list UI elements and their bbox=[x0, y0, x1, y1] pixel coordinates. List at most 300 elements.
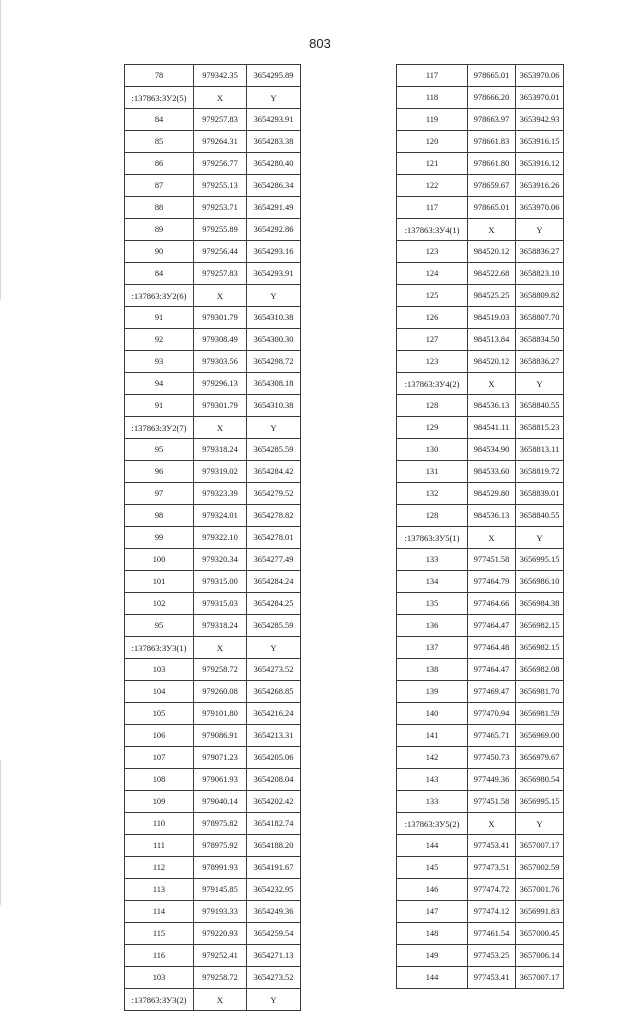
y-coordinate-cell: 3654268.85 bbox=[247, 681, 301, 703]
x-coordinate-cell: 984520.12 bbox=[468, 351, 516, 373]
parcel-header-row bbox=[125, 87, 301, 109]
point-number-cell: 128 bbox=[397, 395, 468, 417]
x-coordinate-cell: 977453.41 bbox=[468, 835, 516, 857]
y-coordinate-cell: 3654286.34 bbox=[247, 175, 301, 197]
point-number-cell: 137 bbox=[397, 637, 468, 659]
parcel-header-row bbox=[125, 637, 301, 659]
y-coordinate-cell: 3654273.52 bbox=[247, 659, 301, 681]
point-number-cell: 116 bbox=[125, 945, 194, 967]
point-number-cell: 141 bbox=[397, 725, 468, 747]
table-row bbox=[125, 373, 301, 395]
y-coordinate-cell: 3656991.83 bbox=[516, 901, 564, 923]
table-row bbox=[397, 747, 564, 769]
x-coordinate-cell: 977465.71 bbox=[468, 725, 516, 747]
table-row bbox=[397, 593, 564, 615]
y-coordinate-cell: 3654298.72 bbox=[247, 351, 301, 373]
table-row bbox=[397, 329, 564, 351]
x-coordinate-cell: 979296.13 bbox=[194, 373, 247, 395]
table-row bbox=[397, 857, 564, 879]
y-coordinate-cell: 3658809.82 bbox=[516, 285, 564, 307]
page-number: 803 bbox=[309, 36, 331, 51]
parcel-id-cell: :137863:ЗУ5(1) bbox=[397, 527, 468, 549]
point-number-cell: 97 bbox=[125, 483, 194, 505]
axis-header-cell: X bbox=[194, 417, 247, 439]
y-coordinate-cell: 3654308.18 bbox=[247, 373, 301, 395]
table-row bbox=[397, 307, 564, 329]
x-coordinate-cell: 978663.97 bbox=[468, 109, 516, 131]
y-coordinate-cell: 3657000.45 bbox=[516, 923, 564, 945]
x-coordinate-cell: 979253.71 bbox=[194, 197, 247, 219]
table-row bbox=[125, 153, 301, 175]
x-coordinate-cell: 977474.72 bbox=[468, 879, 516, 901]
y-coordinate-cell: 3654293.91 bbox=[247, 109, 301, 131]
x-coordinate-cell: 978975.82 bbox=[194, 813, 247, 835]
x-coordinate-cell: 979257.83 bbox=[194, 263, 247, 285]
table-row bbox=[125, 813, 301, 835]
point-number-cell: 92 bbox=[125, 329, 194, 351]
x-coordinate-cell: 979301.79 bbox=[194, 395, 247, 417]
x-coordinate-cell: 979342.35 bbox=[194, 65, 247, 87]
x-coordinate-cell: 979256.77 bbox=[194, 153, 247, 175]
table-row bbox=[397, 87, 564, 109]
point-number-cell: 95 bbox=[125, 615, 194, 637]
y-coordinate-cell: 3654280.40 bbox=[247, 153, 301, 175]
y-coordinate-cell: 3656981.70 bbox=[516, 681, 564, 703]
y-coordinate-cell: 3657006.14 bbox=[516, 945, 564, 967]
y-coordinate-cell: 3658813.11 bbox=[516, 439, 564, 461]
y-coordinate-cell: 3658823.10 bbox=[516, 263, 564, 285]
point-number-cell: 126 bbox=[397, 307, 468, 329]
point-number-cell: 142 bbox=[397, 747, 468, 769]
y-coordinate-cell: 3656981.59 bbox=[516, 703, 564, 725]
y-coordinate-cell: 3654284.24 bbox=[247, 571, 301, 593]
y-coordinate-cell: 3653916.12 bbox=[516, 153, 564, 175]
y-coordinate-cell: 3654292.86 bbox=[247, 219, 301, 241]
x-coordinate-cell: 977453.25 bbox=[468, 945, 516, 967]
axis-header-cell: Y bbox=[247, 417, 301, 439]
table-row bbox=[397, 681, 564, 703]
x-coordinate-cell: 979301.79 bbox=[194, 307, 247, 329]
x-coordinate-cell: 984520.12 bbox=[468, 241, 516, 263]
point-number-cell: 93 bbox=[125, 351, 194, 373]
y-coordinate-cell: 3654285.59 bbox=[247, 439, 301, 461]
parcel-id-cell: :137863:ЗУ5(2) bbox=[397, 813, 468, 835]
y-coordinate-cell: 3654188.20 bbox=[247, 835, 301, 857]
y-coordinate-cell: 3654278.01 bbox=[247, 527, 301, 549]
point-number-cell: 94 bbox=[125, 373, 194, 395]
y-coordinate-cell: 3654205.06 bbox=[247, 747, 301, 769]
point-number-cell: 144 bbox=[397, 967, 468, 989]
point-number-cell: 107 bbox=[125, 747, 194, 769]
parcel-header-row bbox=[397, 219, 564, 241]
table-row bbox=[397, 835, 564, 857]
table-row bbox=[397, 65, 564, 87]
table-row bbox=[125, 879, 301, 901]
point-number-cell: 125 bbox=[397, 285, 468, 307]
point-number-cell: 89 bbox=[125, 219, 194, 241]
table-row bbox=[125, 241, 301, 263]
y-coordinate-cell: 3653970.06 bbox=[516, 65, 564, 87]
x-coordinate-cell: 977451.58 bbox=[468, 549, 516, 571]
point-number-cell: 84 bbox=[125, 109, 194, 131]
table-row bbox=[125, 725, 301, 747]
x-coordinate-cell: 977469.47 bbox=[468, 681, 516, 703]
table-row bbox=[125, 505, 301, 527]
point-number-cell: 146 bbox=[397, 879, 468, 901]
axis-header-cell: Y bbox=[247, 637, 301, 659]
y-coordinate-cell: 3653916.15 bbox=[516, 131, 564, 153]
y-coordinate-cell: 3658840.55 bbox=[516, 395, 564, 417]
y-coordinate-cell: 3653970.01 bbox=[516, 87, 564, 109]
table-row bbox=[397, 263, 564, 285]
table-row bbox=[125, 615, 301, 637]
y-coordinate-cell: 3654310.38 bbox=[247, 395, 301, 417]
point-number-cell: 106 bbox=[125, 725, 194, 747]
y-coordinate-cell: 3658819.72 bbox=[516, 461, 564, 483]
x-coordinate-cell: 979071.23 bbox=[194, 747, 247, 769]
table-row bbox=[125, 967, 301, 989]
point-number-cell: 128 bbox=[397, 505, 468, 527]
point-number-cell: 145 bbox=[397, 857, 468, 879]
point-number-cell: 98 bbox=[125, 505, 194, 527]
point-number-cell: 129 bbox=[397, 417, 468, 439]
y-coordinate-cell: 3654284.42 bbox=[247, 461, 301, 483]
x-coordinate-cell: 977464.47 bbox=[468, 659, 516, 681]
coordinates-table-left bbox=[124, 64, 301, 1011]
table-row bbox=[397, 505, 564, 527]
table-row bbox=[125, 65, 301, 87]
point-number-cell: 130 bbox=[397, 439, 468, 461]
axis-header-cell: X bbox=[194, 637, 247, 659]
parcel-id-cell: :137863:ЗУ2(6) bbox=[125, 285, 194, 307]
table-row bbox=[125, 681, 301, 703]
x-coordinate-cell: 979257.83 bbox=[194, 109, 247, 131]
table-row bbox=[397, 417, 564, 439]
table-row bbox=[397, 901, 564, 923]
parcel-id-cell: :137863:ЗУ3(2) bbox=[125, 989, 194, 1011]
point-number-cell: 148 bbox=[397, 923, 468, 945]
point-number-cell: 99 bbox=[125, 527, 194, 549]
y-coordinate-cell: 3657001.76 bbox=[516, 879, 564, 901]
point-number-cell: 121 bbox=[397, 153, 468, 175]
x-coordinate-cell: 984529.80 bbox=[468, 483, 516, 505]
y-coordinate-cell: 3654285.59 bbox=[247, 615, 301, 637]
x-coordinate-cell: 979193.33 bbox=[194, 901, 247, 923]
x-coordinate-cell: 978666.20 bbox=[468, 87, 516, 109]
y-coordinate-cell: 3656984.38 bbox=[516, 593, 564, 615]
y-coordinate-cell: 3654182.74 bbox=[247, 813, 301, 835]
table-row bbox=[397, 571, 564, 593]
table-row bbox=[125, 901, 301, 923]
table-row bbox=[397, 791, 564, 813]
point-number-cell: 122 bbox=[397, 175, 468, 197]
x-coordinate-cell: 984536.13 bbox=[468, 395, 516, 417]
point-number-cell: 117 bbox=[397, 65, 468, 87]
point-number-cell: 108 bbox=[125, 769, 194, 791]
table-row bbox=[125, 483, 301, 505]
table-row bbox=[397, 241, 564, 263]
axis-header-cell: X bbox=[468, 813, 516, 835]
y-coordinate-cell: 3656979.67 bbox=[516, 747, 564, 769]
y-coordinate-cell: 3656982.15 bbox=[516, 615, 564, 637]
x-coordinate-cell: 979258.72 bbox=[194, 659, 247, 681]
y-coordinate-cell: 3658836.27 bbox=[516, 241, 564, 263]
y-coordinate-cell: 3654271.13 bbox=[247, 945, 301, 967]
parcel-id-cell: :137863:ЗУ2(7) bbox=[125, 417, 194, 439]
table-row bbox=[125, 923, 301, 945]
table-row bbox=[125, 571, 301, 593]
point-number-cell: 95 bbox=[125, 439, 194, 461]
table-row bbox=[397, 131, 564, 153]
parcel-header-row bbox=[397, 373, 564, 395]
point-number-cell: 100 bbox=[125, 549, 194, 571]
point-number-cell: 96 bbox=[125, 461, 194, 483]
y-coordinate-cell: 3656995.15 bbox=[516, 549, 564, 571]
point-number-cell: 90 bbox=[125, 241, 194, 263]
table-row bbox=[125, 131, 301, 153]
x-coordinate-cell: 977464.47 bbox=[468, 615, 516, 637]
x-coordinate-cell: 978665.01 bbox=[468, 65, 516, 87]
table-row bbox=[397, 967, 564, 989]
point-number-cell: 117 bbox=[397, 197, 468, 219]
y-coordinate-cell: 3656995.15 bbox=[516, 791, 564, 813]
point-number-cell: 102 bbox=[125, 593, 194, 615]
point-number-cell: 84 bbox=[125, 263, 194, 285]
x-coordinate-cell: 984519.03 bbox=[468, 307, 516, 329]
y-coordinate-cell: 3656986.10 bbox=[516, 571, 564, 593]
x-coordinate-cell: 979256.44 bbox=[194, 241, 247, 263]
x-coordinate-cell: 979255.89 bbox=[194, 219, 247, 241]
point-number-cell: 132 bbox=[397, 483, 468, 505]
y-coordinate-cell: 3658807.70 bbox=[516, 307, 564, 329]
table-row bbox=[397, 153, 564, 175]
table-row bbox=[397, 351, 564, 373]
point-number-cell: 131 bbox=[397, 461, 468, 483]
table-row bbox=[125, 175, 301, 197]
point-number-cell: 119 bbox=[397, 109, 468, 131]
x-coordinate-cell: 977449.36 bbox=[468, 769, 516, 791]
y-coordinate-cell: 3658840.55 bbox=[516, 505, 564, 527]
x-coordinate-cell: 979061.93 bbox=[194, 769, 247, 791]
axis-header-cell: Y bbox=[247, 989, 301, 1011]
y-coordinate-cell: 3657002.59 bbox=[516, 857, 564, 879]
x-coordinate-cell: 979324.01 bbox=[194, 505, 247, 527]
y-coordinate-cell: 3656982.15 bbox=[516, 637, 564, 659]
x-coordinate-cell: 979315.00 bbox=[194, 571, 247, 593]
x-coordinate-cell: 979322.10 bbox=[194, 527, 247, 549]
axis-header-cell: X bbox=[194, 989, 247, 1011]
point-number-cell: 143 bbox=[397, 769, 468, 791]
y-coordinate-cell: 3654279.52 bbox=[247, 483, 301, 505]
axis-header-cell: X bbox=[194, 285, 247, 307]
point-number-cell: 136 bbox=[397, 615, 468, 637]
x-coordinate-cell: 977473.51 bbox=[468, 857, 516, 879]
coordinates-table-right bbox=[396, 64, 564, 989]
point-number-cell: 105 bbox=[125, 703, 194, 725]
table-row bbox=[397, 637, 564, 659]
x-coordinate-cell: 979320.34 bbox=[194, 549, 247, 571]
x-coordinate-cell: 979308.49 bbox=[194, 329, 247, 351]
table-row bbox=[125, 769, 301, 791]
x-coordinate-cell: 977453.41 bbox=[468, 967, 516, 989]
axis-header-cell: X bbox=[468, 527, 516, 549]
parcel-header-row bbox=[125, 989, 301, 1011]
point-number-cell: 88 bbox=[125, 197, 194, 219]
point-number-cell: 144 bbox=[397, 835, 468, 857]
point-number-cell: 127 bbox=[397, 329, 468, 351]
x-coordinate-cell: 984534.90 bbox=[468, 439, 516, 461]
y-coordinate-cell: 3656969.00 bbox=[516, 725, 564, 747]
table-row bbox=[397, 659, 564, 681]
x-coordinate-cell: 978661.80 bbox=[468, 153, 516, 175]
y-coordinate-cell: 3658834.50 bbox=[516, 329, 564, 351]
table-row bbox=[125, 109, 301, 131]
y-coordinate-cell: 3658836.27 bbox=[516, 351, 564, 373]
table-row bbox=[397, 197, 564, 219]
point-number-cell: 123 bbox=[397, 241, 468, 263]
x-coordinate-cell: 977464.66 bbox=[468, 593, 516, 615]
y-coordinate-cell: 3656980.54 bbox=[516, 769, 564, 791]
y-coordinate-cell: 3654208.04 bbox=[247, 769, 301, 791]
table-row bbox=[125, 593, 301, 615]
x-coordinate-cell: 977464.79 bbox=[468, 571, 516, 593]
scan-edge-line-bottom bbox=[0, 760, 1, 905]
x-coordinate-cell: 977474.12 bbox=[468, 901, 516, 923]
table-row bbox=[125, 747, 301, 769]
x-coordinate-cell: 978665.01 bbox=[468, 197, 516, 219]
y-coordinate-cell: 3654191.67 bbox=[247, 857, 301, 879]
table-row bbox=[397, 109, 564, 131]
y-coordinate-cell: 3654300.30 bbox=[247, 329, 301, 351]
y-coordinate-cell: 3654249.36 bbox=[247, 901, 301, 923]
x-coordinate-cell: 978661.83 bbox=[468, 131, 516, 153]
table-row bbox=[397, 945, 564, 967]
point-number-cell: 134 bbox=[397, 571, 468, 593]
axis-header-cell: Y bbox=[516, 813, 564, 835]
x-coordinate-cell: 979318.24 bbox=[194, 439, 247, 461]
parcel-id-cell: :137863:ЗУ3(1) bbox=[125, 637, 194, 659]
point-number-cell: 78 bbox=[125, 65, 194, 87]
table-row bbox=[125, 659, 301, 681]
x-coordinate-cell: 984533.60 bbox=[468, 461, 516, 483]
table-row bbox=[397, 879, 564, 901]
point-number-cell: 111 bbox=[125, 835, 194, 857]
table-row bbox=[397, 923, 564, 945]
table-row bbox=[125, 835, 301, 857]
table-row bbox=[397, 725, 564, 747]
point-number-cell: 112 bbox=[125, 857, 194, 879]
point-number-cell: 149 bbox=[397, 945, 468, 967]
point-number-cell: 124 bbox=[397, 263, 468, 285]
table-row bbox=[125, 263, 301, 285]
x-coordinate-cell: 984536.13 bbox=[468, 505, 516, 527]
table-row bbox=[125, 307, 301, 329]
x-coordinate-cell: 979258.72 bbox=[194, 967, 247, 989]
x-coordinate-cell: 979260.08 bbox=[194, 681, 247, 703]
table-row bbox=[397, 439, 564, 461]
table-row bbox=[125, 395, 301, 417]
axis-header-cell: X bbox=[194, 87, 247, 109]
point-number-cell: 135 bbox=[397, 593, 468, 615]
parcel-header-row bbox=[397, 813, 564, 835]
y-coordinate-cell: 3654310.38 bbox=[247, 307, 301, 329]
axis-header-cell: Y bbox=[516, 527, 564, 549]
x-coordinate-cell: 984525.25 bbox=[468, 285, 516, 307]
table-row bbox=[125, 791, 301, 813]
table-row bbox=[125, 329, 301, 351]
y-coordinate-cell: 3654216.24 bbox=[247, 703, 301, 725]
x-coordinate-cell: 979145.85 bbox=[194, 879, 247, 901]
point-number-cell: 103 bbox=[125, 967, 194, 989]
y-coordinate-cell: 3658839.01 bbox=[516, 483, 564, 505]
y-coordinate-cell: 3653942.93 bbox=[516, 109, 564, 131]
table-row bbox=[125, 219, 301, 241]
table-row bbox=[397, 615, 564, 637]
x-coordinate-cell: 979252.41 bbox=[194, 945, 247, 967]
y-coordinate-cell: 3654295.89 bbox=[247, 65, 301, 87]
table-row bbox=[125, 197, 301, 219]
axis-header-cell: Y bbox=[516, 219, 564, 241]
x-coordinate-cell: 979255.13 bbox=[194, 175, 247, 197]
x-coordinate-cell: 977470.94 bbox=[468, 703, 516, 725]
point-number-cell: 118 bbox=[397, 87, 468, 109]
x-coordinate-cell: 979220.93 bbox=[194, 923, 247, 945]
x-coordinate-cell: 979315.03 bbox=[194, 593, 247, 615]
parcel-header-row bbox=[397, 527, 564, 549]
table-row bbox=[397, 175, 564, 197]
y-coordinate-cell: 3654232.95 bbox=[247, 879, 301, 901]
x-coordinate-cell: 977451.58 bbox=[468, 791, 516, 813]
y-coordinate-cell: 3653916.26 bbox=[516, 175, 564, 197]
point-number-cell: 138 bbox=[397, 659, 468, 681]
table-row bbox=[397, 703, 564, 725]
parcel-id-cell: :137863:ЗУ4(2) bbox=[397, 373, 468, 395]
point-number-cell: 133 bbox=[397, 549, 468, 571]
parcel-header-row bbox=[125, 417, 301, 439]
y-coordinate-cell: 3658815.23 bbox=[516, 417, 564, 439]
x-coordinate-cell: 978659.67 bbox=[468, 175, 516, 197]
x-coordinate-cell: 979040.14 bbox=[194, 791, 247, 813]
x-coordinate-cell: 979086.91 bbox=[194, 725, 247, 747]
point-number-cell: 110 bbox=[125, 813, 194, 835]
point-number-cell: 115 bbox=[125, 923, 194, 945]
x-coordinate-cell: 977450.73 bbox=[468, 747, 516, 769]
y-coordinate-cell: 3654291.49 bbox=[247, 197, 301, 219]
point-number-cell: 139 bbox=[397, 681, 468, 703]
x-coordinate-cell: 979264.31 bbox=[194, 131, 247, 153]
table-row bbox=[397, 549, 564, 571]
point-number-cell: 133 bbox=[397, 791, 468, 813]
table-row bbox=[125, 439, 301, 461]
y-coordinate-cell: 3657007.17 bbox=[516, 835, 564, 857]
y-coordinate-cell: 3657007.17 bbox=[516, 967, 564, 989]
point-number-cell: 91 bbox=[125, 395, 194, 417]
table-row bbox=[125, 461, 301, 483]
point-number-cell: 87 bbox=[125, 175, 194, 197]
table-row bbox=[125, 549, 301, 571]
table-row bbox=[125, 527, 301, 549]
table-row bbox=[397, 769, 564, 791]
y-coordinate-cell: 3654284.25 bbox=[247, 593, 301, 615]
point-number-cell: 86 bbox=[125, 153, 194, 175]
point-number-cell: 114 bbox=[125, 901, 194, 923]
y-coordinate-cell: 3654213.31 bbox=[247, 725, 301, 747]
x-coordinate-cell: 984541.11 bbox=[468, 417, 516, 439]
y-coordinate-cell: 3654277.49 bbox=[247, 549, 301, 571]
x-coordinate-cell: 984522.68 bbox=[468, 263, 516, 285]
table-row bbox=[125, 703, 301, 725]
point-number-cell: 101 bbox=[125, 571, 194, 593]
